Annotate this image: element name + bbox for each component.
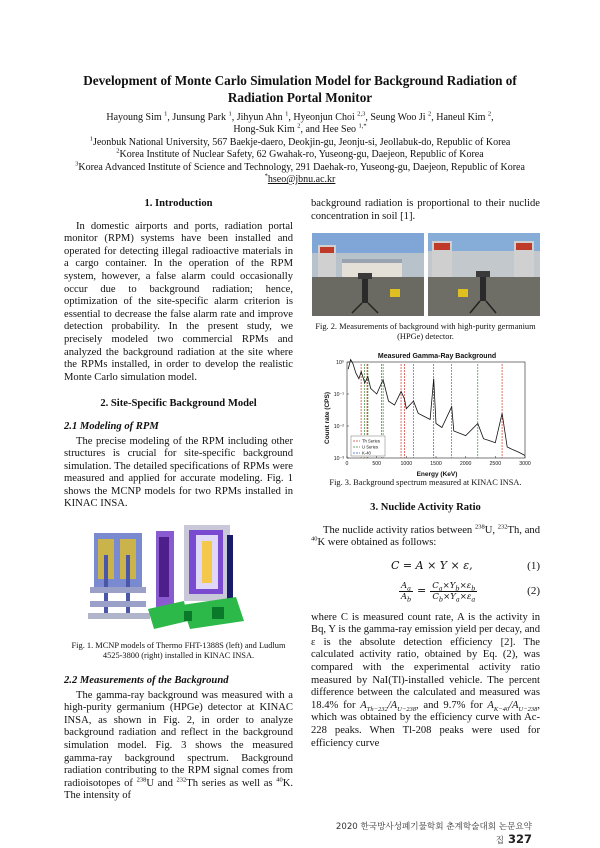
right-column [311, 198, 540, 750]
equation-2-lhs: $\frac{A_a}{A_b}$ [400, 580, 412, 604]
aff-sup: 1 [89, 135, 93, 143]
footer-text: 2020 한국방사성폐기물학회 춘계학술대회 논문요약집 [335, 822, 532, 846]
page-number: 327 [507, 832, 532, 846]
x-tick-label: 1000 [400, 461, 413, 468]
measure-paragraph [64, 690, 293, 803]
equation-2-rhs: $\frac{C_a\times Y_b\times\varepsilon_b}{C_b\times Y_a\times\varepsilon_a}$ [432, 580, 476, 604]
author-sup: 1 [285, 110, 289, 118]
mass-number: 232 [176, 776, 187, 784]
affiliation-list [60, 137, 540, 187]
figure-2-caption: Fig. 2. Measurements of background with high-purity germanium (HPGe) detector. [315, 322, 536, 342]
author: Hayoung Sim [106, 112, 162, 123]
author-sup: 2 [297, 123, 301, 131]
author-sup: 1 [164, 110, 168, 118]
aff-text: Korea Advanced Institute of Science and Technology, 291 Daehak-ro, Yuseong-gu, Daejeon, Republic of Korea [78, 161, 525, 173]
author-sup: 2 [428, 110, 432, 118]
author: and Hee Seo [305, 124, 357, 136]
author-list: Hayoung Sim $^1$, Junsung Park $^1$, Jihyun Ahn $^1$, Hyeonjun Choi $^{2,3}$, Seung Woo Ji $^2$, Haneul Kim $^2$, Hong-Suk Kim $^2$, and Hee Seo $^{1,*}$ [106, 110, 494, 136]
result-text: , and 9.7% for [415, 699, 488, 711]
measure-heading: 2.2 Measurements of the Background [64, 675, 229, 687]
x-tick-label: 1500 [430, 461, 442, 468]
mass-number: 238 [136, 776, 147, 784]
result-text: where C is measured count rate, A is the activity in Bq, Y is the gamma-ray emission yield per decay, and ε is the absolute detection efficiency [2]. The calculated activity ratio, obtained by Eq. (2), was compared with the experimental activity ratio measured by NaI(Tl)-installed vehicle. The percent difference between the calculated and measured was 18.4% for [311, 611, 540, 711]
modeling-paragraph: The precise modeling of the RPM including other structures is crucial for site-specific background simulation. The detailed specifications of RPMs were measured and applied for accurate modeling. Fig. 1 shows the MCNP models for two RPMs installed in KINAC INSA. [64, 435, 293, 510]
author-sup: 1,* [358, 123, 367, 131]
figure-1-caption: Fig. 1. MCNP models of Thermo FHT-1388S (left) and Ludlum 4525-3800 (right) installed in KINAC INSA. [71, 641, 286, 661]
page-footer [332, 820, 532, 846]
rpm-right-base [148, 601, 188, 629]
activity-intro [311, 525, 540, 550]
activity-text: U, [484, 524, 498, 536]
affiliation [60, 149, 540, 161]
mass-number: 40 [276, 776, 283, 784]
measure-text: The gamma-ray background was measured with a high-purity germanium (HPGe) detector at KINAC INSA, as shown in Fig. 2, in order to analyze background radiation and reflect in the background simulation model. Fig. 3 shows the measured gamma-ray background spectrum. Background radiation contributing to the RPM signal comes from radioisotopes of [64, 689, 293, 789]
chart-title: Measured Gamma-Ray Background [377, 353, 497, 361]
affiliation [60, 162, 540, 174]
legend-label: U Series [362, 444, 379, 450]
email-sup: * [264, 172, 268, 180]
mcnp-model-illustration [64, 525, 293, 635]
author: Seung Woo Ji [370, 112, 426, 123]
y-tick-label: 10⁻³ [333, 456, 344, 463]
measure-text: Th series as well as [186, 777, 277, 789]
author: Hyeonjun Choi [293, 112, 355, 123]
figure-3-caption: Fig. 3. Background spectrum measured at KINAC INSA. [329, 478, 522, 488]
aff-text: Korea Institute of Nuclear Safety, 62 Gwahak-ro, Yuseong-gu, Daejeon, Republic of Korea [119, 149, 484, 161]
activity-text: The nuclide activity ratios between [323, 524, 475, 536]
legend-label: K-40 [362, 450, 371, 456]
equation-1-number: (1) [527, 559, 540, 572]
figure-1-mcnp-models [64, 525, 293, 635]
field-photo-left [312, 233, 424, 316]
legend-label: Th Series [362, 438, 380, 444]
author: Junsung Park [172, 112, 226, 123]
result-text: , which was obtained by the efficiency curve with Ac-228 peaks. When Tl-208 peaks were used for efficiency curve [311, 699, 540, 749]
affiliation [60, 137, 540, 149]
x-tick-label: 500 [372, 461, 381, 468]
y-tick-label: 10⁰ [336, 360, 344, 367]
intro-heading: 1. Introduction [144, 198, 213, 209]
y-tick-label: 10⁻¹ [333, 392, 344, 399]
author: Jihyun Ahn [236, 112, 283, 123]
activity-heading: 3. Nuclide Activity Ratio [370, 502, 481, 514]
aff-sup: 3 [75, 160, 79, 168]
author: Haneul Kim [436, 112, 486, 123]
mass-number: 232 [497, 523, 508, 531]
email-line [60, 174, 540, 186]
intro-paragraph: In domestic airports and ports, radiation portal monitor (RPM) systems have been installed and operated for detecting illegal radioactive materials in a cargo container. In the operation of the RPM system, however, a false alarm could occasionally occur due to background radiation; hence, optimization of the site-specific alarm criterion is essential to decrease the false alarm rate and improve detection probability. In the present study, we precisely modeled two commercial RPMs and analyzed the background radiation at the site where the RPMs installed, in order to develop the realistic Monte Carlo simulation model. [64, 220, 293, 383]
modeling-heading: 2.1 Modeling of RPM [64, 420, 159, 432]
figure-3-chart [311, 350, 540, 478]
site-heading: 2. Site-Specific Background Model [100, 398, 257, 410]
aff-sup: 2 [116, 148, 120, 156]
x-tick-label: 2000 [459, 461, 472, 468]
x-tick-label: 2500 [489, 461, 502, 468]
author: Hong-Suk Kim [233, 124, 295, 136]
field-photo-right [428, 233, 540, 316]
equation-2-number: (2) [527, 584, 540, 597]
equation-1-body: C = A × Y × ε, [391, 558, 473, 572]
right-top-paragraph: background radiation is proportional to their nuclide concentration in soil [1]. [311, 198, 540, 222]
activity-text: K were obtained as follows: [317, 537, 437, 549]
email-link[interactable]: hseo@jbnu.ac.kr [267, 174, 336, 186]
mass-number: 40 [311, 535, 318, 543]
author-sup: 2 [487, 110, 492, 118]
equation-1 [311, 560, 540, 573]
figure-2-photos [311, 233, 540, 316]
x-tick-label: 3000 [519, 461, 531, 468]
mass-number: 238 [474, 523, 485, 531]
author-sup: 2,3 [357, 110, 366, 118]
x-axis-label: Energy (KeV) [416, 471, 458, 479]
equation-2: $\frac{A_a}{A_b}$ = $\frac{C_a\times Y_b\times\varepsilon_b}{C_b\times Y_a\times\varepsilon_a}$ (2) [400, 580, 540, 604]
activity-text: Th, and [507, 524, 540, 536]
author-sup: 1 [228, 110, 232, 118]
left-column [64, 198, 293, 803]
spectrum-chart-svg [311, 350, 540, 478]
y-tick-label: 10⁻² [333, 424, 344, 431]
plot-area [334, 360, 531, 468]
y-axis-label: Count rate (CPS) [324, 392, 331, 445]
x-tick-label: 0 [345, 461, 349, 468]
paper-title: Development of Monte Carlo Simulation Model for Background Radiation of Radiation Portal Monitor [83, 73, 517, 105]
activity-result-paragraph: where C is measured count rate, A is the activity in Bq, Y is the gamma-ray emission yield per decay, and ε is the absolute detection efficiency [2]. The calculated activity ratio, obtained by Eq. (2), was compared with the experimental activity ratio measured by NaI(Tl)-installed vehicle. The percent difference between the calculated and measured was 18.4% for $A_{Th-232}/A_{U-238}$, and 9.7% for $A_{K-40}/A_{U-238}$, which was obtained by the efficiency curve with Ac-228 peaks. When Tl-208 peaks were used for efficiency curve [311, 611, 540, 749]
measure-text: U and [146, 777, 177, 789]
aff-text: Jeonbuk National University, 567 Baekje-daero, Deokjin-gu, Jeonju-si, Jeollabuk-do, Republic of Korea [92, 137, 511, 148]
measure-text: K. The intensity of [64, 777, 293, 802]
